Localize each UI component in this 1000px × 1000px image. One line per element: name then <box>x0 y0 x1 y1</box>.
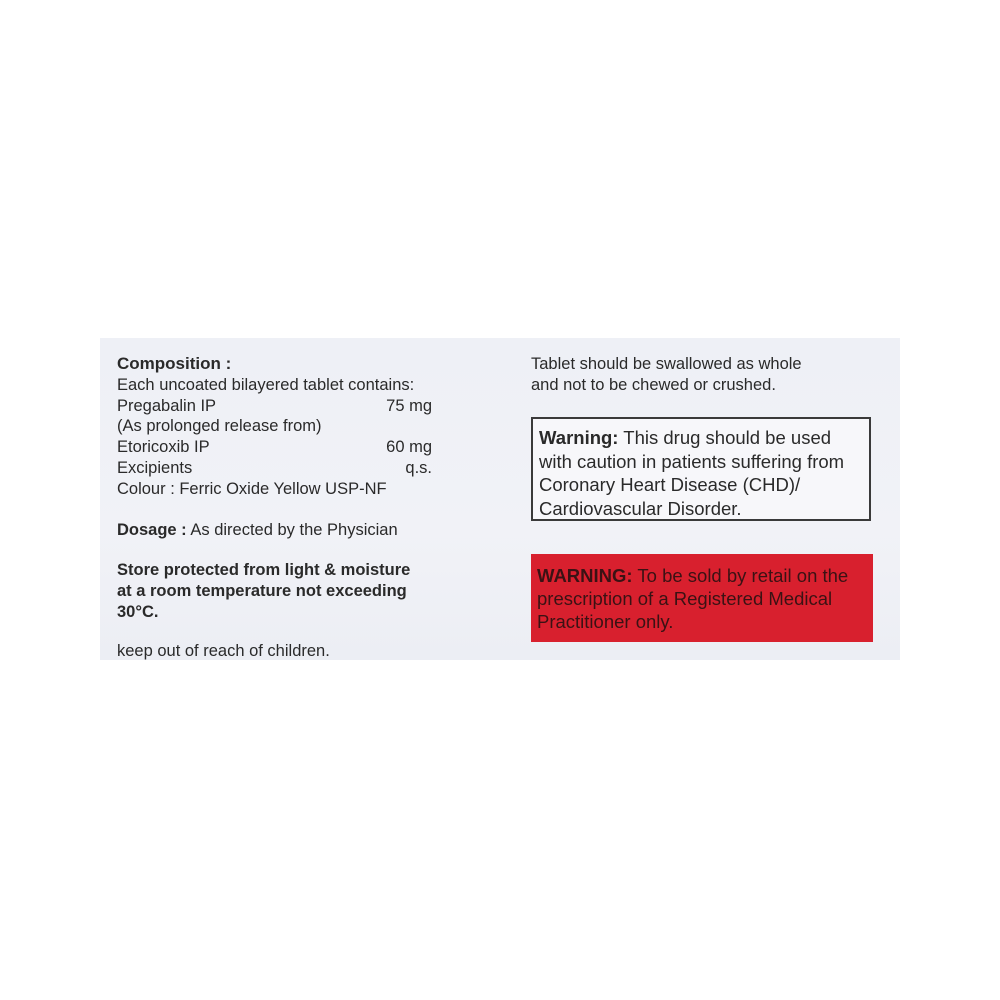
caution-warning-text: This drug should be used with caution in patients suffering from Coronary Heart Disease (CHD)/ Cardiovascular Disorder. <box>539 427 845 519</box>
children-note: keep out of reach of children. <box>117 641 330 660</box>
ingredient-name: Pregabalin IP <box>117 396 217 415</box>
composition-row-etoricoxib <box>117 437 432 458</box>
swallow-note-line-1: Tablet should be swallowed as whole <box>531 355 802 373</box>
composition-heading: Composition : <box>117 354 232 373</box>
swallow-note-line-2: and not to be chewed or crushed. <box>531 375 776 394</box>
ingredient-amount: 75 mg <box>386 396 432 415</box>
storage-line-2: at a room temperature not exceeding 30°C. <box>117 582 407 621</box>
retail-warning-label: WARNING: <box>537 565 633 586</box>
swallow-note <box>531 354 876 395</box>
retail-warning-box <box>531 554 873 642</box>
ingredient-name: (As prolonged release from) <box>117 417 322 436</box>
caution-warning-box <box>531 417 871 521</box>
composition-column <box>117 354 437 662</box>
ingredient-amount: q.s. <box>405 458 432 477</box>
dosage-line <box>117 520 437 541</box>
composition-colour: Colour : Ferric Oxide Yellow USP-NF <box>117 479 387 498</box>
caution-warning-label: Warning: <box>539 427 619 448</box>
dosage-label: Dosage : <box>117 520 187 539</box>
ingredient-name: Excipients <box>117 458 193 477</box>
ingredient-name: Etoricoxib IP <box>117 438 210 457</box>
composition-intro: Each uncoated bilayered tablet contains: <box>117 375 415 394</box>
retail-warning-text: To be sold by retail on the prescription of a Registered Medical Practitioner only. <box>537 565 849 632</box>
composition-row-release-note <box>117 416 432 437</box>
medicine-label-panel <box>100 338 900 660</box>
storage-line-1: Store protected from light & moisture <box>117 561 411 580</box>
dosage-text: As directed by the Physician <box>186 520 398 539</box>
ingredient-amount: 60 mg <box>386 438 432 457</box>
composition-row-pregabalin <box>117 396 432 417</box>
composition-row-excipients <box>117 458 432 479</box>
